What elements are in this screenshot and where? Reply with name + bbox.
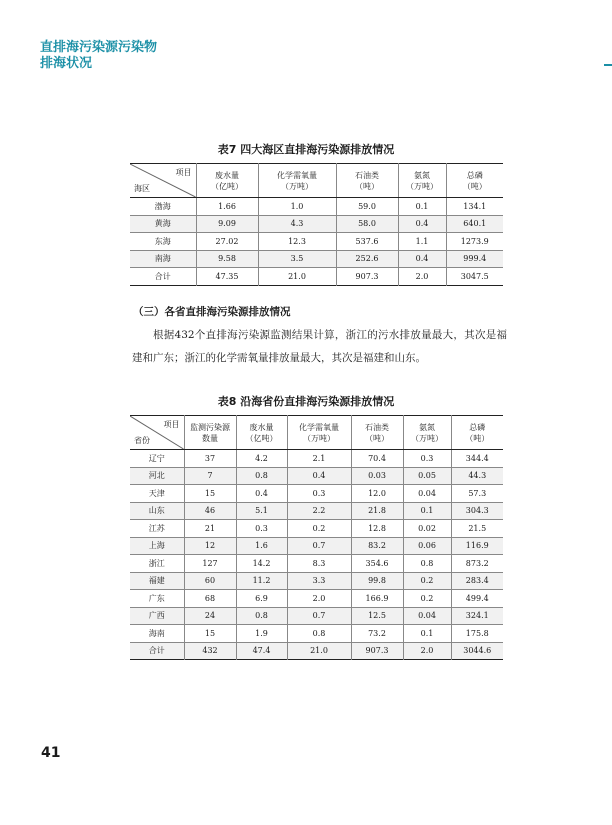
column-unit: （亿吨） [245,433,278,443]
table-cell: 1.1 [398,233,446,251]
table-cell: 46 [184,502,236,520]
column-header [184,416,236,450]
table-cell: 3044.6 [451,642,503,660]
table-cell: 21.5 [451,520,503,538]
table-row [130,485,503,503]
table7-header-row [130,164,503,198]
table8-body [130,450,503,660]
table-cell: 0.02 [403,520,451,538]
corner-label-region: 海区 [134,184,150,193]
table-cell: 21.8 [351,502,403,520]
table-cell: 山东 [130,502,184,520]
table-cell: 37 [184,450,236,468]
table-cell: 南海 [130,250,196,268]
table-cell: 0.3 [403,450,451,468]
column-name: 总磷 [469,422,486,432]
table-cell: 上海 [130,537,184,555]
table-cell: 0.3 [236,520,287,538]
table-cell: 0.03 [351,467,403,485]
table-cell: 5.1 [236,502,287,520]
table-cell: 47.4 [236,642,287,660]
table-cell: 499.4 [451,590,503,608]
table-cell: 0.06 [403,537,451,555]
table-cell: 0.2 [287,520,351,538]
table-cell: 0.4 [398,250,446,268]
table-cell: 999.4 [446,250,503,268]
table-row [130,520,503,538]
table-cell: 57.3 [451,485,503,503]
table-cell: 0.8 [236,607,287,625]
table-cell: 70.4 [351,450,403,468]
table-cell: 0.4 [236,485,287,503]
table-cell: 134.1 [446,198,503,216]
table-cell: 907.3 [336,268,398,286]
column-unit: （吨） [462,181,487,191]
running-header [40,40,157,72]
table-cell: 432 [184,642,236,660]
table-cell: 252.6 [336,250,398,268]
table-cell: 537.6 [336,233,398,251]
table-cell: 11.2 [236,572,287,590]
table-cell: 21.0 [287,642,351,660]
table-cell: 12.3 [258,233,336,251]
table-cell: 0.1 [403,625,451,643]
column-name: 废水量 [215,170,239,180]
table-row [130,233,503,251]
table-cell: 12.0 [351,485,403,503]
column-unit: （吨） [465,433,490,443]
table7 [130,163,503,286]
corner-label-item: 项目 [175,168,192,177]
column-name: 监测污染源 [190,422,230,432]
table-cell: 12 [184,537,236,555]
table-cell: 1.9 [236,625,287,643]
table-cell: 广西 [130,607,184,625]
column-name: 氨氮 [419,422,435,432]
table-cell: 12.5 [351,607,403,625]
table-cell: 60 [184,572,236,590]
table-row [130,467,503,485]
table-cell: 27.02 [196,233,258,251]
table-cell: 0.05 [403,467,451,485]
column-name: 石油类 [355,170,379,180]
corner-label-province: 省份 [134,436,150,445]
table-cell: 0.8 [236,467,287,485]
table-row [130,555,503,573]
table-cell: 0.1 [398,198,446,216]
table-cell: 344.4 [451,450,503,468]
table-cell: 83.2 [351,537,403,555]
table-cell: 44.3 [451,467,503,485]
table-cell: 0.3 [287,485,351,503]
table7-caption: 表7 四大海区直排海污染源排放情况 [217,143,395,156]
table-cell: 324.1 [451,607,503,625]
table-cell: 8.3 [287,555,351,573]
column-unit: （万吨） [411,433,443,443]
table-row [130,250,503,268]
table-cell: 68 [184,590,236,608]
table-row [130,502,503,520]
column-name: 石油类 [365,422,389,432]
column-header [351,416,403,450]
table8-caption: 表8 沿海省份直排海污染源排放情况 [217,395,395,408]
table8-corner-header [130,416,184,450]
table-cell: 1273.9 [446,233,503,251]
table-cell: 2.0 [398,268,446,286]
column-header [403,416,451,450]
header-accent-rule [604,64,612,66]
table-cell: 浙江 [130,555,184,573]
table-cell: 0.1 [403,502,451,520]
column-name: 氨氮 [414,170,430,180]
table-cell: 3.3 [287,572,351,590]
table-cell: 640.1 [446,215,503,233]
table-cell: 江苏 [130,520,184,538]
table-row [130,450,503,468]
body-paragraph: 根据432个直排海污染源监测结果计算，浙江的污水排放量最大，其次是福建和广东；浙江的化学需氧量排放量最大，其次是福建和山东。 [132,329,507,364]
column-name: 化学需氧量 [277,170,317,180]
running-header-line-1: 直排海污染源污染物 [40,40,158,55]
table-cell: 渤海 [130,198,196,216]
table-cell: 辽宁 [130,450,184,468]
column-unit: （吨） [355,181,379,191]
table-cell: 24 [184,607,236,625]
table7-corner-header [130,164,196,198]
table-row [130,215,503,233]
table-cell: 2.1 [287,450,351,468]
table-cell: 0.8 [403,555,451,573]
table-row [130,625,503,643]
table-cell: 166.9 [351,590,403,608]
table-cell: 0.7 [287,537,351,555]
table-cell: 2.0 [403,642,451,660]
column-name: 总磷 [466,170,483,180]
column-unit: （万吨） [281,181,313,191]
table-cell: 2.2 [287,502,351,520]
table8-header-row [130,416,503,450]
table-cell: 广东 [130,590,184,608]
column-header [258,164,336,198]
table-cell: 黄海 [130,215,196,233]
running-header-line-2: 排海状况 [40,56,93,71]
table-cell: 127 [184,555,236,573]
column-header [287,416,351,450]
table-cell: 175.8 [451,625,503,643]
table-cell: 合计 [130,642,184,660]
table-cell: 99.8 [351,572,403,590]
table-cell: 天津 [130,485,184,503]
column-header [446,164,503,198]
table-row [130,198,503,216]
column-unit: （吨） [365,433,389,443]
table-cell: 福建 [130,572,184,590]
table-cell: 东海 [130,233,196,251]
column-header [398,164,446,198]
column-name: 化学需氧量 [299,422,339,432]
table-cell: 3047.5 [446,268,503,286]
table-cell: 0.4 [398,215,446,233]
table-row [130,590,503,608]
section-heading: （三）各省直排海污染源排放情况 [133,306,291,318]
table-cell: 47.35 [196,268,258,286]
corner-label-item: 项目 [163,420,180,429]
table-cell: 0.7 [287,607,351,625]
table-cell: 0.04 [403,485,451,503]
table-cell: 116.9 [451,537,503,555]
table-cell: 21.0 [258,268,336,286]
table-cell: 15 [184,485,236,503]
table-cell: 0.2 [403,590,451,608]
column-name: 废水量 [249,422,274,432]
table-cell: 海南 [130,625,184,643]
table-total-row [130,642,503,660]
table-cell: 合计 [130,268,196,286]
table-cell: 873.2 [451,555,503,573]
page-number: 41 [41,745,61,761]
table-cell: 3.5 [258,250,336,268]
table-cell: 0.8 [287,625,351,643]
table-cell: 2.0 [287,590,351,608]
table-cell: 304.3 [451,502,503,520]
table-cell: 73.2 [351,625,403,643]
table-cell: 1.66 [196,198,258,216]
table-cell: 15 [184,625,236,643]
table-cell: 0.04 [403,607,451,625]
column-unit: 数量 [202,433,218,443]
column-unit: （万吨） [406,181,438,191]
table-cell: 354.6 [351,555,403,573]
table-cell: 59.0 [336,198,398,216]
table-cell: 9.09 [196,215,258,233]
table-cell: 0.4 [287,467,351,485]
table8 [130,415,503,660]
column-header [451,416,503,450]
table-row [130,607,503,625]
column-header [336,164,398,198]
table-row [130,572,503,590]
table-cell: 907.3 [351,642,403,660]
column-header [236,416,287,450]
table-cell: 0.2 [403,572,451,590]
table-cell: 283.4 [451,572,503,590]
table-cell: 9.58 [196,250,258,268]
table-cell: 7 [184,467,236,485]
table-cell: 14.2 [236,555,287,573]
table-cell: 21 [184,520,236,538]
table-cell: 河北 [130,467,184,485]
table-cell: 4.3 [258,215,336,233]
table-row [130,537,503,555]
table-cell: 4.2 [236,450,287,468]
table-cell: 6.9 [236,590,287,608]
column-unit: （亿吨） [211,181,243,191]
table-cell: 58.0 [336,215,398,233]
table-total-row [130,268,503,286]
table-cell: 1.6 [236,537,287,555]
column-unit: （万吨） [303,433,335,443]
table-cell: 1.0 [258,198,336,216]
column-header [196,164,258,198]
table-cell: 12.8 [351,520,403,538]
